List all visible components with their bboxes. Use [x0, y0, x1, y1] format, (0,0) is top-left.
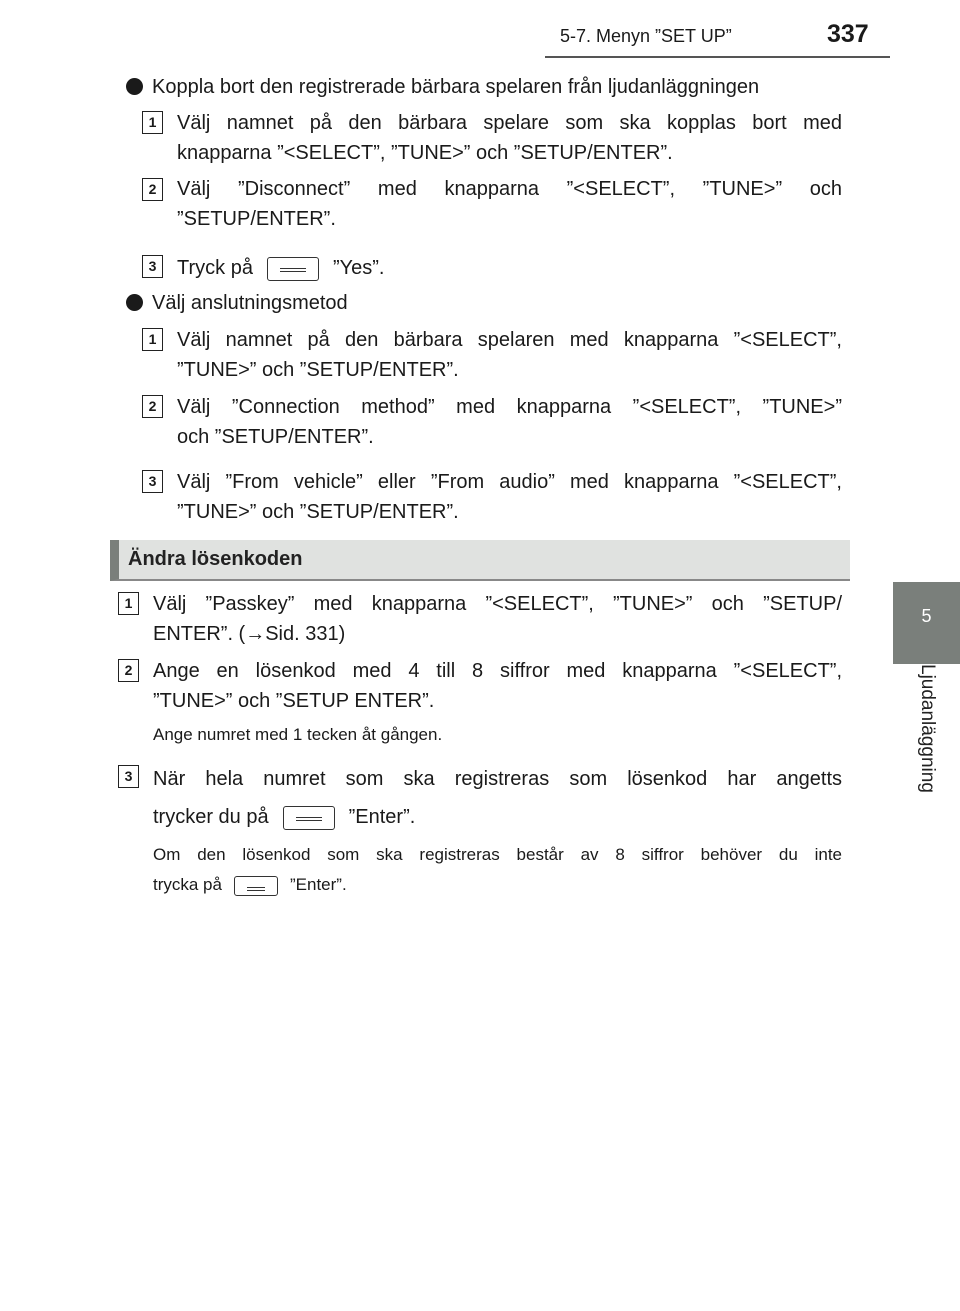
bullet-dot [126, 78, 143, 95]
step-number: 1 [142, 111, 163, 134]
step-3-disconnect: Tryck på ”Yes”. [177, 257, 385, 279]
step-number: 2 [142, 395, 163, 418]
section-heading-bar [110, 540, 850, 581]
step-number: 3 [118, 765, 139, 788]
step-number: 2 [142, 178, 163, 201]
chapter-label-box [893, 664, 960, 824]
step-3-connection: Välj ”From vehicle” eller ”From audio” med knapparna ”<SELECT”, ”TUNE>” och ”SETUP/ENTER”. [177, 471, 842, 523]
page-number: 337 [827, 20, 869, 48]
arrow-icon: → [245, 623, 266, 645]
step-number: 1 [142, 328, 163, 351]
step-number: 1 [118, 592, 139, 615]
step-2-disconnect: Välj ”Disconnect” med knapparna ”<SELECT”, ”TUNE>” och ”SETUP/ENTER”. [177, 178, 842, 230]
chapter-number: 5 [921, 606, 932, 626]
step-number: 2 [118, 659, 139, 682]
section-heading: Ändra lösenkoden [128, 548, 303, 570]
step-2-connection: Välj ”Connection method” med knapparna ”<SELECT”, ”TUNE>” och ”SETUP/ENTER”. [177, 396, 842, 448]
bullet-heading-disconnect: Koppla bort den registrerade bärbara spelaren från ljudanläggningen [152, 75, 842, 99]
step-3-passkey: När hela numret som ska registreras som lösenkod har angetts trycker du på ”Enter”. [153, 768, 842, 828]
bullet-heading-connection: Välj anslutningsmetod [152, 291, 842, 315]
note-one-digit: Ange numret med 1 tecken åt gången. [153, 725, 443, 744]
step-1-disconnect: Välj namnet på den bärbara spelare som ska kopplas bort med knapparna ”<SELECT”, ”TUNE>” och ”SETUP/ENTER”. [177, 112, 842, 164]
step-1-passkey: Välj ”Passkey” med knapparna ”<SELECT”, ”TUNE>” och ”SETUP/ ENTER”. (→Sid. 331) [153, 593, 842, 645]
step-2-passkey: Ange en lösenkod med 4 till 8 siffror med knapparna ”<SELECT”, ”TUNE>” och ”SETUP ENTER”. [153, 660, 842, 712]
section-title: 5-7. Menyn ”SET UP” [560, 26, 732, 46]
button-icon [283, 806, 335, 830]
step-number: 3 [142, 470, 163, 493]
chapter-tab [893, 582, 960, 664]
step-number: 3 [142, 255, 163, 278]
button-icon [267, 257, 319, 281]
button-icon [234, 876, 278, 896]
page-reference-link[interactable]: Sid. 331) [265, 623, 346, 645]
chapter-label: Ljudanläggning [917, 664, 938, 793]
note-eight-digits: Om den lösenkod som ska registreras består av 8 siffror behöver du inte trycka på ”Enter”. [153, 845, 842, 894]
step-1-connection: Välj namnet på den bärbara spelaren med knapparna ”<SELECT”, ”TUNE>” och ”SETUP/ENTER”. [177, 329, 842, 381]
bullet-dot [126, 294, 143, 311]
